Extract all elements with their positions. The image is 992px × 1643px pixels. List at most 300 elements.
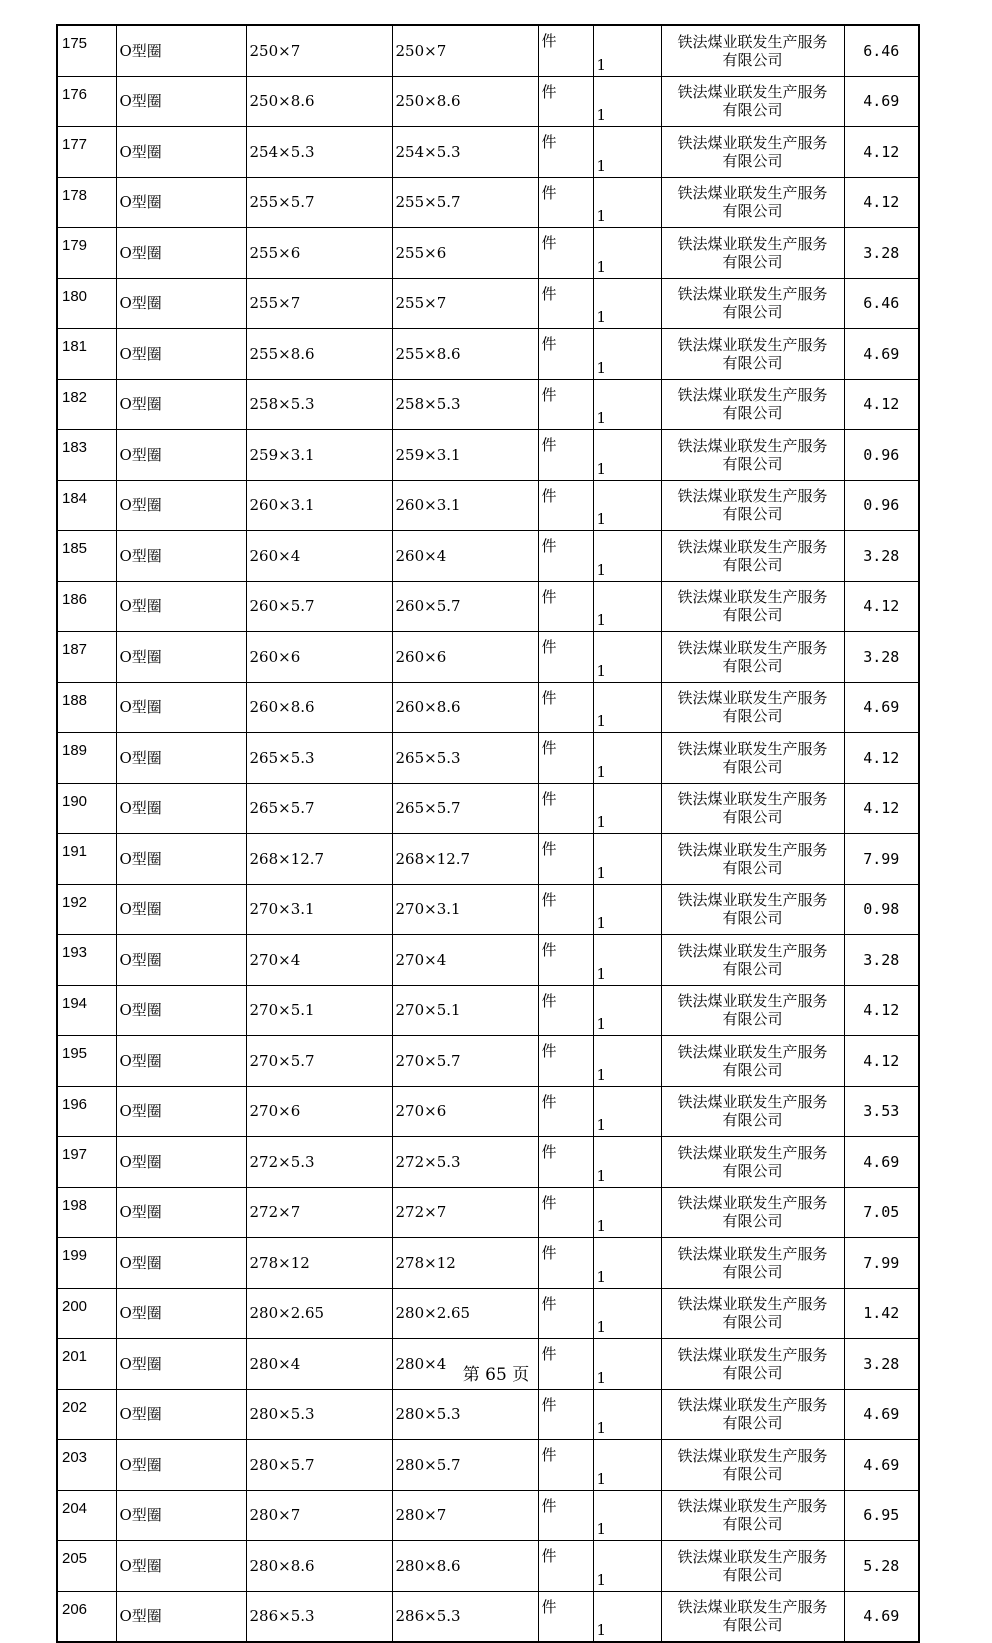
- table-row: [57, 581, 919, 632]
- item-unit: 件: [538, 430, 593, 481]
- supplier-name-line: 铁法煤业联发生产服务: [677, 537, 828, 556]
- table-row: [57, 480, 919, 531]
- table-row: [57, 1086, 919, 1137]
- supplier-name-line: 铁法煤业联发生产服务: [677, 1244, 828, 1263]
- supplier-name-line: 铁法煤业联发生产服务: [677, 992, 828, 1011]
- item-supplier: [661, 430, 844, 481]
- item-unit: 件: [538, 581, 593, 632]
- item-spec: 270×4: [246, 935, 392, 986]
- supplier-name-line: 有限公司: [722, 454, 783, 473]
- supplier-name-line: 铁法煤业联发生产服务: [677, 891, 828, 910]
- table-row: [57, 430, 919, 481]
- item-spec: 280×7: [246, 1490, 392, 1541]
- item-supplier: [661, 76, 844, 127]
- item-quantity: 1: [593, 228, 661, 279]
- item-unit: 件: [538, 783, 593, 834]
- item-unit: 件: [538, 278, 593, 329]
- item-quantity: 1: [593, 1440, 661, 1491]
- item-supplier: [661, 1389, 844, 1440]
- item-supplier: [661, 1490, 844, 1541]
- supplier-name-line: 有限公司: [722, 202, 783, 221]
- item-price: 3.28: [844, 935, 919, 986]
- item-quantity: 1: [593, 1036, 661, 1087]
- item-quantity: 1: [593, 935, 661, 986]
- item-price: 1.42: [844, 1288, 919, 1339]
- table-row: [57, 935, 919, 986]
- supplier-name-line: 铁法煤业联发生产服务: [677, 32, 828, 51]
- item-spec: 280×2.65: [246, 1288, 392, 1339]
- item-unit: 件: [538, 632, 593, 683]
- supplier-name-line: 有限公司: [722, 1262, 783, 1281]
- row-number: 191: [57, 834, 116, 885]
- item-quantity: 1: [593, 1238, 661, 1289]
- table-row: [57, 1490, 919, 1541]
- item-name: O型圈: [116, 1541, 246, 1592]
- item-unit: 件: [538, 1238, 593, 1289]
- item-model: 280×5.7: [392, 1440, 538, 1491]
- supplier-name-line: 有限公司: [722, 707, 783, 726]
- table-row: [57, 733, 919, 784]
- item-name: O型圈: [116, 783, 246, 834]
- item-model: 260×4: [392, 531, 538, 582]
- supplier-name-line: 铁法煤业联发生产服务: [677, 1093, 828, 1112]
- item-name: O型圈: [116, 177, 246, 228]
- item-spec: 250×7: [246, 25, 392, 76]
- item-model: 255×5.7: [392, 177, 538, 228]
- item-unit: 件: [538, 329, 593, 380]
- price-table: [56, 24, 920, 1643]
- item-quantity: 1: [593, 733, 661, 784]
- table-row: [57, 1238, 919, 1289]
- table-row: [57, 1187, 919, 1238]
- item-spec: 286×5.3: [246, 1591, 392, 1642]
- item-model: 259×3.1: [392, 430, 538, 481]
- item-unit: 件: [538, 682, 593, 733]
- item-supplier: [661, 632, 844, 683]
- item-spec: 260×4: [246, 531, 392, 582]
- item-supplier: [661, 682, 844, 733]
- item-name: O型圈: [116, 329, 246, 380]
- supplier-name-line: 有限公司: [722, 151, 783, 170]
- item-price: 4.12: [844, 985, 919, 1036]
- table-row: [57, 127, 919, 178]
- supplier-name-line: 有限公司: [722, 909, 783, 928]
- item-unit: 件: [538, 1591, 593, 1642]
- item-supplier: [661, 935, 844, 986]
- item-model: 270×5.1: [392, 985, 538, 1036]
- item-model: 280×2.65: [392, 1288, 538, 1339]
- item-price: 0.96: [844, 480, 919, 531]
- item-spec: 260×8.6: [246, 682, 392, 733]
- item-model: 286×5.3: [392, 1591, 538, 1642]
- item-quantity: 1: [593, 834, 661, 885]
- item-model: 270×4: [392, 935, 538, 986]
- item-unit: 件: [538, 733, 593, 784]
- supplier-name-line: 铁法煤业联发生产服务: [677, 1497, 828, 1516]
- supplier-name-line: 铁法煤业联发生产服务: [677, 285, 828, 304]
- item-model: 280×7: [392, 1490, 538, 1541]
- item-unit: 件: [538, 1137, 593, 1188]
- row-number: 180: [57, 278, 116, 329]
- supplier-name-line: 铁法煤业联发生产服务: [677, 133, 828, 152]
- item-unit: 件: [538, 76, 593, 127]
- item-spec: 250×8.6: [246, 76, 392, 127]
- item-spec: 270×5.1: [246, 985, 392, 1036]
- item-unit: 件: [538, 1187, 593, 1238]
- supplier-name-line: 有限公司: [722, 50, 783, 69]
- table-row: [57, 1288, 919, 1339]
- table-row: [57, 177, 919, 228]
- row-number: 203: [57, 1440, 116, 1491]
- item-spec: 258×5.3: [246, 379, 392, 430]
- item-price: 3.53: [844, 1086, 919, 1137]
- item-model: 265×5.3: [392, 733, 538, 784]
- item-name: O型圈: [116, 76, 246, 127]
- supplier-name-line: 有限公司: [722, 1060, 783, 1079]
- item-model: 268×12.7: [392, 834, 538, 885]
- item-spec: 259×3.1: [246, 430, 392, 481]
- supplier-name-line: 铁法煤业联发生产服务: [677, 436, 828, 455]
- item-spec: 265×5.3: [246, 733, 392, 784]
- table-row: [57, 25, 919, 76]
- row-number: 187: [57, 632, 116, 683]
- table-row: [57, 1591, 919, 1642]
- supplier-name-line: 铁法煤业联发生产服务: [677, 234, 828, 253]
- item-unit: 件: [538, 1389, 593, 1440]
- item-supplier: [661, 783, 844, 834]
- table-body: [57, 25, 919, 1642]
- item-quantity: 1: [593, 632, 661, 683]
- item-supplier: [661, 480, 844, 531]
- table-row: [57, 228, 919, 279]
- row-number: 183: [57, 430, 116, 481]
- item-model: 260×3.1: [392, 480, 538, 531]
- item-price: 7.99: [844, 1238, 919, 1289]
- item-quantity: 1: [593, 1389, 661, 1440]
- item-supplier: [661, 25, 844, 76]
- row-number: 186: [57, 581, 116, 632]
- item-unit: 件: [538, 1086, 593, 1137]
- row-number: 198: [57, 1187, 116, 1238]
- item-price: 4.69: [844, 1440, 919, 1491]
- item-price: 4.69: [844, 1591, 919, 1642]
- item-unit: 件: [538, 228, 593, 279]
- item-name: O型圈: [116, 581, 246, 632]
- table-row: [57, 379, 919, 430]
- item-spec: 265×5.7: [246, 783, 392, 834]
- supplier-name-line: 铁法煤业联发生产服务: [677, 840, 828, 859]
- page-number: 第 65 页: [462, 1365, 530, 1385]
- item-supplier: [661, 329, 844, 380]
- item-supplier: [661, 127, 844, 178]
- item-quantity: 1: [593, 177, 661, 228]
- supplier-name-line: 有限公司: [722, 808, 783, 827]
- item-name: O型圈: [116, 1591, 246, 1642]
- item-spec: 280×5.3: [246, 1389, 392, 1440]
- item-spec: 272×5.3: [246, 1137, 392, 1188]
- row-number: 194: [57, 985, 116, 1036]
- supplier-name-line: 铁法煤业联发生产服务: [677, 790, 828, 809]
- supplier-name-line: 铁法煤业联发生产服务: [677, 1396, 828, 1415]
- item-model: 250×8.6: [392, 76, 538, 127]
- supplier-name-line: 铁法煤业联发生产服务: [677, 1042, 828, 1061]
- item-price: 4.12: [844, 127, 919, 178]
- supplier-name-line: 铁法煤业联发生产服务: [677, 1295, 828, 1314]
- row-number: 185: [57, 531, 116, 582]
- item-spec: 255×5.7: [246, 177, 392, 228]
- item-supplier: [661, 985, 844, 1036]
- row-number: 190: [57, 783, 116, 834]
- item-price: 5.28: [844, 1541, 919, 1592]
- item-quantity: 1: [593, 1490, 661, 1541]
- table-row: [57, 531, 919, 582]
- item-quantity: 1: [593, 430, 661, 481]
- item-model: 272×7: [392, 1187, 538, 1238]
- item-price: 4.12: [844, 581, 919, 632]
- item-quantity: 1: [593, 682, 661, 733]
- item-name: O型圈: [116, 1086, 246, 1137]
- item-quantity: 1: [593, 76, 661, 127]
- item-model: 272×5.3: [392, 1137, 538, 1188]
- row-number: 202: [57, 1389, 116, 1440]
- item-spec: 270×6: [246, 1086, 392, 1137]
- item-unit: 件: [538, 480, 593, 531]
- item-price: 4.12: [844, 783, 919, 834]
- row-number: 205: [57, 1541, 116, 1592]
- item-model: 270×3.1: [392, 884, 538, 935]
- supplier-name-line: 有限公司: [722, 1616, 783, 1635]
- item-name: O型圈: [116, 379, 246, 430]
- supplier-name-line: 铁法煤业联发生产服务: [677, 1446, 828, 1465]
- item-model: 260×6: [392, 632, 538, 683]
- supplier-name-line: 铁法煤业联发生产服务: [677, 941, 828, 960]
- row-number: 206: [57, 1591, 116, 1642]
- item-model: 270×6: [392, 1086, 538, 1137]
- supplier-name-line: 铁法煤业联发生产服务: [677, 1345, 828, 1364]
- item-unit: 件: [538, 1541, 593, 1592]
- item-name: O型圈: [116, 834, 246, 885]
- supplier-name-line: 有限公司: [722, 303, 783, 322]
- table-row: [57, 1541, 919, 1592]
- item-price: 6.46: [844, 278, 919, 329]
- item-supplier: [661, 1036, 844, 1087]
- item-name: O型圈: [116, 1389, 246, 1440]
- item-supplier: [661, 1591, 844, 1642]
- supplier-name-line: 有限公司: [722, 1565, 783, 1584]
- item-unit: 件: [538, 1440, 593, 1491]
- item-supplier: [661, 581, 844, 632]
- item-unit: 件: [538, 935, 593, 986]
- item-spec: 260×5.7: [246, 581, 392, 632]
- table-row: [57, 278, 919, 329]
- item-quantity: 1: [593, 127, 661, 178]
- item-unit: 件: [538, 177, 593, 228]
- item-quantity: 1: [593, 329, 661, 380]
- row-number: 178: [57, 177, 116, 228]
- item-spec: 278×12: [246, 1238, 392, 1289]
- item-name: O型圈: [116, 1036, 246, 1087]
- item-price: 0.98: [844, 884, 919, 935]
- item-quantity: 1: [593, 25, 661, 76]
- item-unit: 件: [538, 985, 593, 1036]
- row-number: 176: [57, 76, 116, 127]
- item-quantity: 1: [593, 985, 661, 1036]
- supplier-name-line: 有限公司: [722, 555, 783, 574]
- item-supplier: [661, 531, 844, 582]
- supplier-name-line: 有限公司: [722, 404, 783, 423]
- supplier-name-line: 有限公司: [722, 505, 783, 524]
- item-price: 4.69: [844, 1389, 919, 1440]
- item-spec: 254×5.3: [246, 127, 392, 178]
- item-spec: 255×8.6: [246, 329, 392, 380]
- item-unit: 件: [538, 1036, 593, 1087]
- item-name: O型圈: [116, 1238, 246, 1289]
- row-number: 184: [57, 480, 116, 531]
- item-supplier: [661, 1137, 844, 1188]
- item-price: 7.99: [844, 834, 919, 885]
- supplier-name-line: 铁法煤业联发生产服务: [677, 487, 828, 506]
- supplier-name-line: 有限公司: [722, 353, 783, 372]
- table-row: [57, 884, 919, 935]
- item-quantity: 1: [593, 884, 661, 935]
- item-name: O型圈: [116, 228, 246, 279]
- item-unit: 件: [538, 25, 593, 76]
- supplier-name-line: 有限公司: [722, 606, 783, 625]
- row-number: 181: [57, 329, 116, 380]
- item-model: 280×4: [392, 1339, 538, 1390]
- item-model: 255×6: [392, 228, 538, 279]
- supplier-name-line: 铁法煤业联发生产服务: [677, 1547, 828, 1566]
- item-name: O型圈: [116, 884, 246, 935]
- item-quantity: 1: [593, 531, 661, 582]
- item-unit: 件: [538, 884, 593, 935]
- item-model: 265×5.7: [392, 783, 538, 834]
- item-name: O型圈: [116, 127, 246, 178]
- item-model: 255×7: [392, 278, 538, 329]
- item-price: 6.46: [844, 25, 919, 76]
- item-name: O型圈: [116, 682, 246, 733]
- item-quantity: 1: [593, 1339, 661, 1390]
- supplier-name-line: 有限公司: [722, 1212, 783, 1231]
- supplier-name-line: 有限公司: [722, 101, 783, 120]
- item-quantity: 1: [593, 1591, 661, 1642]
- item-name: O型圈: [116, 531, 246, 582]
- item-spec: 260×6: [246, 632, 392, 683]
- item-price: 4.69: [844, 1137, 919, 1188]
- item-supplier: [661, 733, 844, 784]
- supplier-name-line: 有限公司: [722, 757, 783, 776]
- row-number: 179: [57, 228, 116, 279]
- item-quantity: 1: [593, 278, 661, 329]
- row-number: 197: [57, 1137, 116, 1188]
- supplier-name-line: 有限公司: [722, 252, 783, 271]
- supplier-name-line: 有限公司: [722, 1161, 783, 1180]
- item-price: 7.05: [844, 1187, 919, 1238]
- item-model: 254×5.3: [392, 127, 538, 178]
- item-supplier: [661, 177, 844, 228]
- item-price: 4.12: [844, 733, 919, 784]
- supplier-name-line: 有限公司: [722, 1515, 783, 1534]
- supplier-name-line: 有限公司: [722, 1363, 783, 1382]
- item-supplier: [661, 228, 844, 279]
- item-name: O型圈: [116, 1440, 246, 1491]
- item-name: O型圈: [116, 1490, 246, 1541]
- item-quantity: 1: [593, 379, 661, 430]
- item-spec: 268×12.7: [246, 834, 392, 885]
- item-name: O型圈: [116, 1187, 246, 1238]
- row-number: 199: [57, 1238, 116, 1289]
- supplier-name-line: 铁法煤业联发生产服务: [677, 83, 828, 102]
- item-price: 4.12: [844, 1036, 919, 1087]
- supplier-name-line: 铁法煤业联发生产服务: [677, 386, 828, 405]
- item-model: 280×8.6: [392, 1541, 538, 1592]
- row-number: 196: [57, 1086, 116, 1137]
- item-quantity: 1: [593, 1137, 661, 1188]
- item-unit: 件: [538, 1288, 593, 1339]
- item-spec: 255×7: [246, 278, 392, 329]
- row-number: 189: [57, 733, 116, 784]
- item-model: 260×5.7: [392, 581, 538, 632]
- supplier-name-line: 铁法煤业联发生产服务: [677, 184, 828, 203]
- item-name: O型圈: [116, 278, 246, 329]
- item-price: 4.12: [844, 177, 919, 228]
- table-row: [57, 682, 919, 733]
- item-quantity: 1: [593, 1288, 661, 1339]
- item-name: O型圈: [116, 733, 246, 784]
- item-spec: 270×3.1: [246, 884, 392, 935]
- row-number: 204: [57, 1490, 116, 1541]
- item-model: 250×7: [392, 25, 538, 76]
- item-price: 3.28: [844, 228, 919, 279]
- item-quantity: 1: [593, 1541, 661, 1592]
- supplier-name-line: 铁法煤业联发生产服务: [677, 689, 828, 708]
- item-supplier: [661, 834, 844, 885]
- item-supplier: [661, 884, 844, 935]
- item-model: 258×5.3: [392, 379, 538, 430]
- item-quantity: 1: [593, 1187, 661, 1238]
- supplier-name-line: 铁法煤业联发生产服务: [677, 1143, 828, 1162]
- item-supplier: [661, 1541, 844, 1592]
- item-price: 4.69: [844, 329, 919, 380]
- item-name: O型圈: [116, 430, 246, 481]
- item-spec: 280×8.6: [246, 1541, 392, 1592]
- item-unit: 件: [538, 1490, 593, 1541]
- item-supplier: [661, 1187, 844, 1238]
- supplier-name-line: 铁法煤业联发生产服务: [677, 588, 828, 607]
- item-name: O型圈: [116, 935, 246, 986]
- row-number: 177: [57, 127, 116, 178]
- item-spec: 272×7: [246, 1187, 392, 1238]
- item-supplier: [661, 1440, 844, 1491]
- row-number: 195: [57, 1036, 116, 1087]
- item-supplier: [661, 1288, 844, 1339]
- supplier-name-line: 有限公司: [722, 1111, 783, 1130]
- table-row: [57, 76, 919, 127]
- item-spec: 280×5.7: [246, 1440, 392, 1491]
- item-quantity: 1: [593, 1086, 661, 1137]
- item-spec: 255×6: [246, 228, 392, 279]
- item-spec: 270×5.7: [246, 1036, 392, 1087]
- item-model: 278×12: [392, 1238, 538, 1289]
- supplier-name-line: 有限公司: [722, 1313, 783, 1332]
- supplier-name-line: 铁法煤业联发生产服务: [677, 1194, 828, 1213]
- item-unit: 件: [538, 379, 593, 430]
- item-unit: 件: [538, 531, 593, 582]
- table-row: [57, 1440, 919, 1491]
- item-name: O型圈: [116, 25, 246, 76]
- supplier-name-line: 有限公司: [722, 858, 783, 877]
- table-row: [57, 985, 919, 1036]
